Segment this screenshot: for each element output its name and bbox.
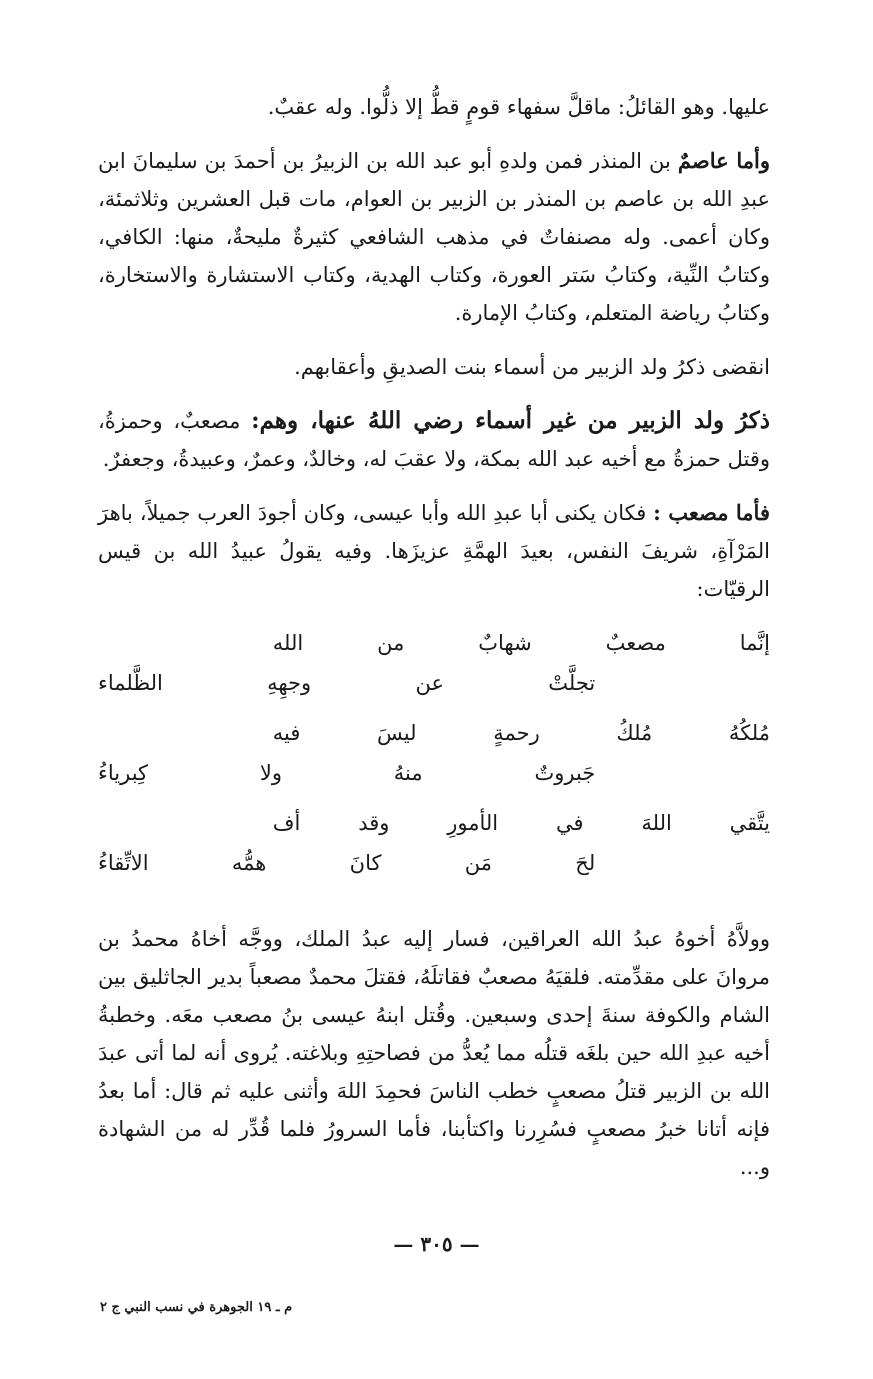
paragraph-4	[98, 402, 770, 478]
verse-3-second-hemistich: لحَ مَن كانَ همُّه الاتِّقاءُ	[98, 851, 596, 875]
paragraph-3	[98, 348, 770, 386]
poem-verse-1	[98, 624, 770, 714]
paragraph-closing	[98, 920, 770, 1186]
poem-verse-3	[98, 804, 770, 894]
paragraph-5-text: فكان يكنى أبا عبدِ الله وأبا عيسى، وكان أجودَ العرب جميلاً، باهرَ المَرْآةِ، شريفَ النفس، بعيدَ الهمَّةِ عزيزَها. وفيه يقولُ عبيدُ الله بن قيس الرقيّات:	[98, 501, 770, 601]
paragraph-2	[98, 142, 770, 332]
paragraph-closing-text: وولاَّهُ أخوهُ عبدُ الله العراقين، فسار إليه عبدُ الملك، ووجَّه أخاهُ محمدُ بن مروانَ على مقدِّمته. فلقيَهُ مصعبٌ فقاتلَهُ، فقتلَ محمدٌ مصعباً بدير الجاثليق بين الشام والكوفة سنةَ إحدى وسبعين. وقُتل ابنهُ عيسى بنُ مصعب معَه. وخطبةُ أخيه عبدِ الله حين بلغَه قتلُه مما يُعدُّ من فصاحتِهِ وبلاغته. يُروى أنه لما أتى عبدَ الله بن الزبير قتلُ مصعبٍ خطب الناسَ فحمِدَ اللهَ وأثنى عليه ثم قال: أما بعدُ فإنه أتانا خبرُ مصعبٍ فسُرِرنا واكتأبنا، فأما السرورُ فلما قُدِّر له من الشهادة و...	[98, 927, 770, 1179]
poem-verse-2	[98, 714, 770, 804]
page-body	[98, 88, 770, 1202]
verse-3-first-hemistich: يتَّقي اللهَ في الأمورِ وقد أف	[272, 811, 770, 835]
poem	[98, 624, 770, 894]
verse-2-second-hemistich: جَبروتٌ منهُ ولا كِبرياءُ	[98, 761, 596, 785]
verse-2-first-hemistich: مُلكُهُ مُلكُ رحمةٍ ليسَ فيه	[272, 721, 770, 745]
section-heading: ذكرُ ولد الزبير من غير أسماء رضي اللهُ عنها، وهم:	[251, 407, 770, 434]
paragraph-3-text: انقضى ذكرُ ولد الزبير من أسماء بنت الصديقِ وأعقابهم.	[294, 355, 770, 379]
footer-signature: م ـ ١٩ الجوهرة في نسب النبي ج ٢	[100, 1300, 293, 1315]
paragraph-2-lead: وأما عاصمٌ	[677, 148, 770, 173]
verse-1-second-hemistich: تجلَّتْ عن وجهِهِ الظَّلماء	[98, 671, 596, 695]
paragraph-5-lead: فأما مصعب :	[653, 500, 770, 525]
paragraph-1-text: عليها. وهو القائلُ: ماقلَّ سفهاء قومٍ قطُّ إلا ذلُّوا. وله عقبٌ.	[267, 95, 770, 119]
paragraph-4-text: مصعبٌ، وحمزةُ، وقتل حمزةُ مع أخيه عبد الله بمكة، ولا عقبَ له، وخالدٌ، وعمرٌ، وعبيدةُ، وجعفرٌ.	[98, 409, 770, 471]
paragraph-1	[98, 88, 770, 126]
paragraph-5	[98, 494, 770, 608]
verse-1-first-hemistich: إنَّما مصعبٌ شهابٌ من الله	[272, 631, 770, 655]
paragraph-2-text: بن المنذر فمن ولدهِ أبو عبد الله بن الزبيرُ بن أحمدَ بن سليمانَ ابن عبدِ الله بن عاصم بن المنذر بن الزبير بن العوام، مات قبل العشرين وثلاثمئة، وكان أعمى. وله مصنفاتٌ في مذهب الشافعي كثيرةٌ مليحةٌ، منها: الكافي، وكتابُ النِّية، وكتابُ سَتر العورة، وكتاب الهدية، وكتاب الاستشارة والاستخارة، وكتابُ رياضة المتعلم، وكتابُ الإمارة.	[98, 149, 770, 325]
page-number: — ٣٠٥ —	[393, 1232, 480, 1256]
